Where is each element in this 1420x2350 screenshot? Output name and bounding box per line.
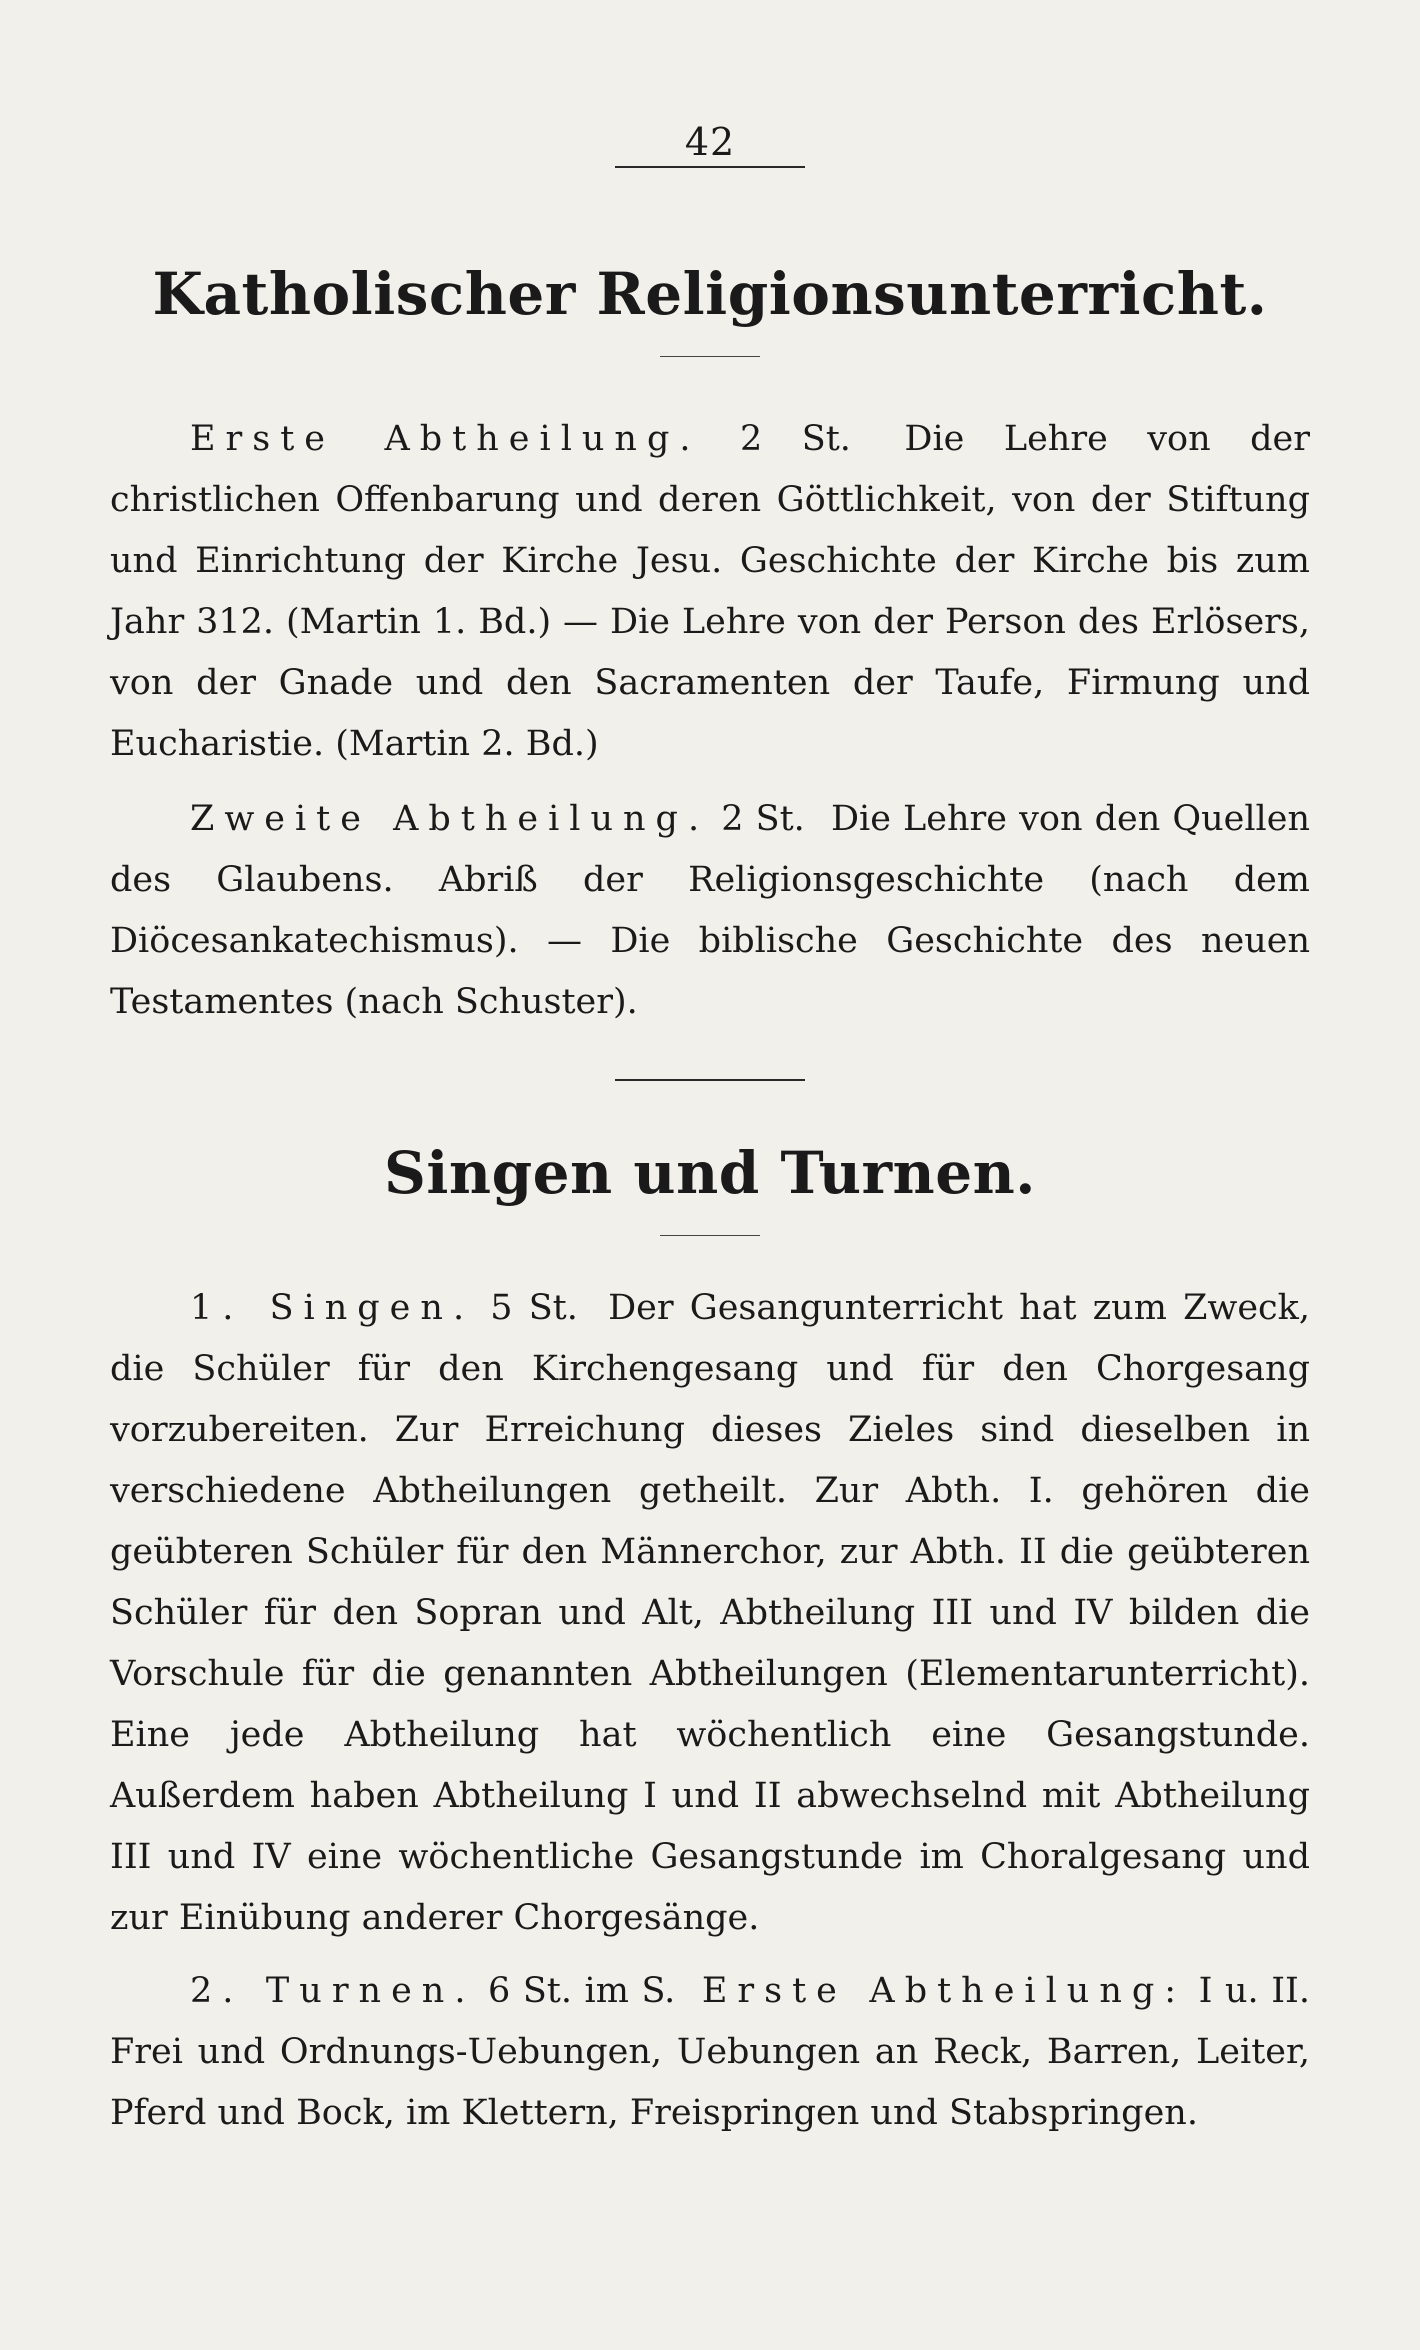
paragraph-singing xyxy=(110,1278,1310,1949)
division-label: Zweite Abtheilung. xyxy=(190,799,710,839)
paragraph-text: Die Lehre von der christlichen Offenbarung und deren Göttlichkeit, von der Stiftung und Einrichtung der Kirche Jesu. Geschichte der Kirche bis zum Jahr 312. (Martin 1. Bd.) — Die Lehre von der Person des Erlösers, von der Gnade und den Sacramenten der Taufe, Firmung und Eucharistie. (Martin 2. Bd.) xyxy=(110,419,1310,764)
paragraph-gymnastics xyxy=(110,1961,1310,2144)
document-page xyxy=(110,120,1310,2144)
division-label: Erste Abtheilung. xyxy=(190,419,701,459)
paragraph-text: Der Gesangunterricht hat zum Zweck, die Schüler für den Kirchengesang und für den Chorgesang vorzubereiten. Zur Erreichung dieses Zieles sind dieselben in verschiedene Abtheilungen getheilt. Zur Abth. I. gehören die geübteren Schüler für den Männerchor, zur Abth. II die geübteren Schüler für den Sopran und Alt, Abtheilung III und IV bilden die Vorschule für die genannten Abtheilungen (Elementarunterricht). Eine jede Abtheilung hat wöchentlich eine Gesangstunde. Außerdem haben Abtheilung I und II abwechselnd mit Abtheilung III und IV eine wöchentliche Gesangstunde im Choralgesang und zur Einübung anderer Chorgesänge. xyxy=(110,1288,1310,1938)
division-label: Erste Abtheilung: xyxy=(701,1971,1187,2011)
hours-label: 5 St. xyxy=(490,1288,578,1328)
paragraph-text: Die Lehre von den Quellen des Glaubens. Abriß der Religionsgeschichte (nach dem Diöcesankatechismus). — Die biblische Geschichte des neuen Testamentes (nach Schuster). xyxy=(110,799,1311,1022)
page-number: 42 xyxy=(684,120,736,164)
classes-label: I u. II. xyxy=(1198,1971,1310,2011)
paragraph-religion-second xyxy=(110,789,1310,1033)
paragraph-religion-first xyxy=(110,409,1310,775)
subject-label: 1. Singen. xyxy=(190,1288,475,1328)
hours-label: 2 St. xyxy=(739,419,851,459)
paragraph-text: Frei und Ordnungs-Uebungen, Uebungen an Reck, Barren, Leiter, Pferd und Bock, im Klettern, Freispringen und Stabspringen. xyxy=(110,2032,1310,2133)
hours-label: 2 St. xyxy=(721,799,805,839)
hours-label: 6 St. im S. xyxy=(488,1971,676,2011)
subject-label: 2. Turnen. xyxy=(190,1971,476,2011)
section-title-religion: Katholischer Religionsunterricht. xyxy=(152,260,1268,328)
title-rule-religion xyxy=(660,356,760,357)
section-title-singing: Singen und Turnen. xyxy=(384,1139,1036,1207)
page-number-rule xyxy=(615,166,805,168)
section-separator xyxy=(615,1079,805,1081)
title-rule-singing xyxy=(660,1235,760,1236)
